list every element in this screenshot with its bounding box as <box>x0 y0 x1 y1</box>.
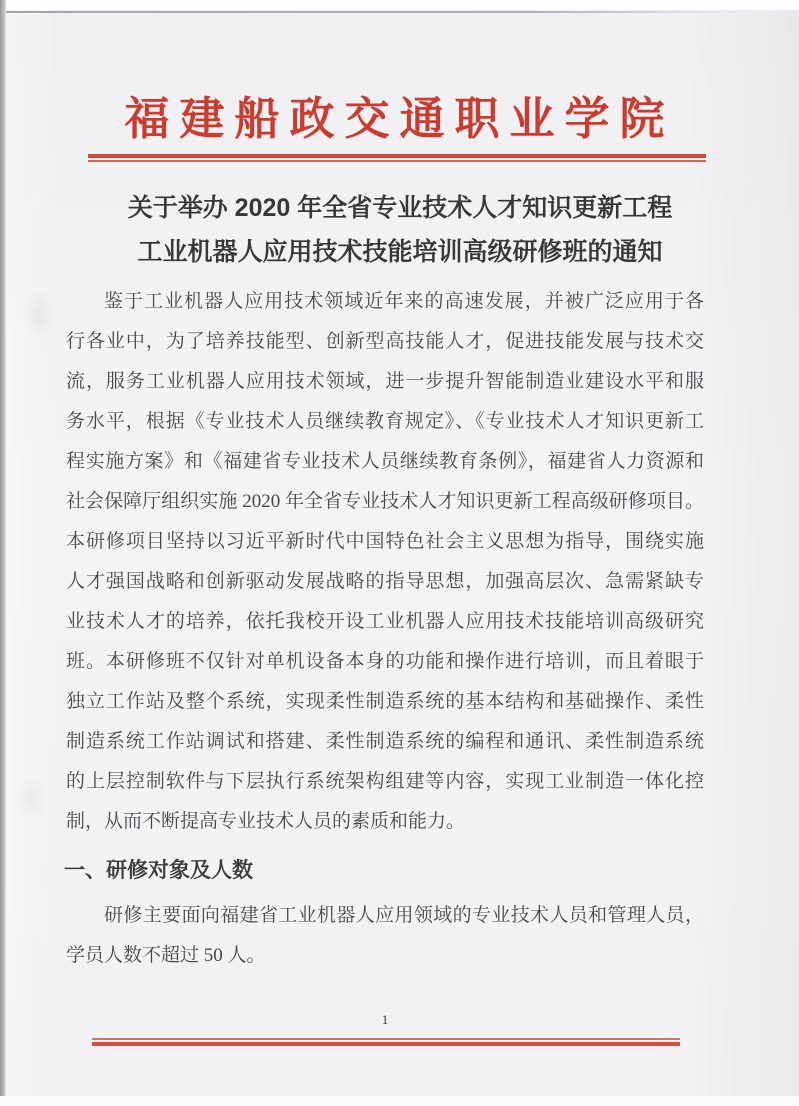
intro-paragraph <box>66 282 704 842</box>
footer-divider-thin-line <box>92 1038 680 1040</box>
text-line: 制造系统工作站调试和搭建、柔性制造系统的编程和通讯、柔性制造系统 <box>66 731 704 752</box>
notice-title-line-1: 关于举办 2020 年全省专业技术人才知识更新工程 <box>127 194 673 222</box>
letterhead-divider-thick-line <box>88 154 706 158</box>
text-line: 班。本研修班不仅针对单机设备本身的功能和操作进行培训，而且着眼于 <box>66 651 704 672</box>
scan-edge-top <box>0 0 799 10</box>
text-line: 鉴于工业机器人应用技术领域近年来的高速发展，并被广泛应用于各 <box>104 291 704 312</box>
scan-edge-left <box>0 0 6 1106</box>
scan-edge-top-line <box>6 11 762 13</box>
audience-paragraph <box>66 896 704 976</box>
text-line: 的上层控制软件与下层执行系统架构组建等内容，实现工业制造一体化控 <box>66 771 704 792</box>
text-line: 人才强国战略和创新驱动发展战略的指导思想，加强高层次、急需紧缺专 <box>66 571 704 592</box>
section-heading-audience: 一、研修对象及人数 <box>64 859 253 882</box>
letterhead-school-name: 福建船政交通职业学院 <box>124 94 675 144</box>
scan-smudge <box>16 775 46 821</box>
text-line: 制，从而不断提高专业技术人员的素质和能力。 <box>66 811 466 832</box>
text-line: 独立工作站及整个系统，实现柔性制造系统的基本结构和基础操作、柔性 <box>66 691 704 712</box>
text-line: 流，服务工业机器人应用技术领域，进一步提升智能制造业建设水平和服 <box>66 371 704 392</box>
footer-divider <box>92 1038 680 1046</box>
letterhead-divider <box>88 154 706 162</box>
text-line: 研修主要面向福建省工业机器人应用领域的专业技术人员和管理人员， <box>104 905 704 926</box>
notice-title-line-2: 工业机器人应用技术技能培训高级研修班的通知 <box>137 238 663 266</box>
notice-title <box>80 186 720 274</box>
text-line: 学员人数不超过 50 人。 <box>66 945 266 966</box>
text-line: 程实施方案》和《福建省专业技术人员继续教育条例》，福建省人力资源和 <box>66 451 704 472</box>
text-line: 社会保障厅组织实施 2020 年全省专业技术人才知识更新工程高级研修项目。 <box>66 491 704 512</box>
text-line: 务水平，根据《专业技术人员继续教育规定》、《专业技术人才知识更新工 <box>66 411 704 432</box>
scan-edge-bottom <box>0 1096 799 1106</box>
footer-divider-thick-line <box>92 1042 680 1046</box>
text-line: 业技术人才的培养，依托我校开设工业机器人应用技术技能培训高级研究 <box>66 611 704 632</box>
text-line: 本研修项目坚持以习近平新时代中国特色社会主义思想为指导，围绕实施 <box>66 531 704 552</box>
text-line: 行各业中，为了培养技能型、创新型高技能人才，促进技能发展与技术交 <box>66 331 704 352</box>
letterhead-divider-thin-line <box>88 160 706 162</box>
scan-smudge <box>22 288 56 340</box>
page-number: 1 <box>381 1012 389 1027</box>
